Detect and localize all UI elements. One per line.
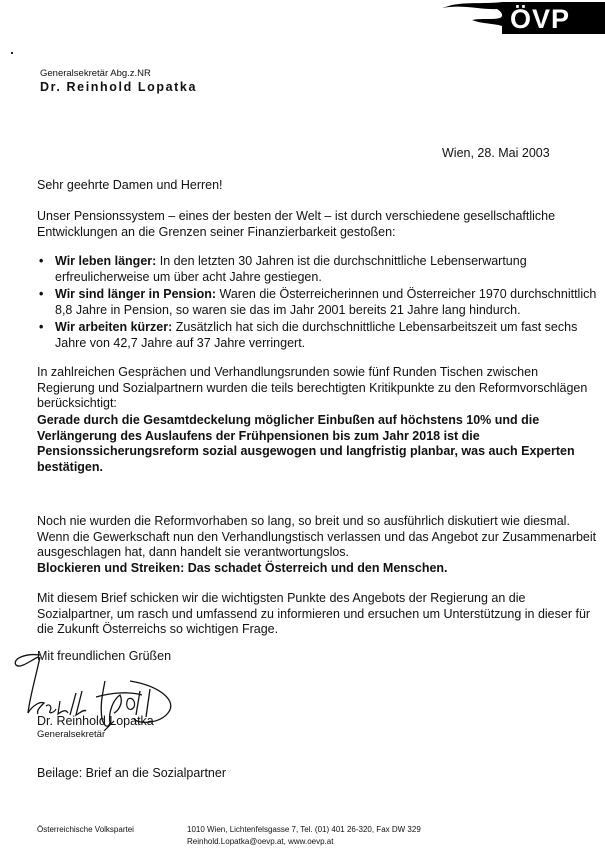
reform-summary-paragraph: Gerade durch die Gesamtdeckelung möglicher Einbußen auf höchstens 10% und die Verlängerung des Auslaufens der Frühpensionen bis zum Jahr 2018 ist die Pensionssicherungsreform sozial ausgewogen und langfristig planbar, was auch Experten bestätigen. <box>37 413 575 474</box>
footer-organization: Österreichische Volkspartei <box>37 825 134 834</box>
signer-role: Generalsekretär <box>37 729 106 740</box>
letter-date: Wien, 28. Mai 2003 <box>442 146 550 160</box>
signer-name: Dr. Reinhold Lopatka <box>37 714 154 728</box>
bullet-item <box>37 287 597 318</box>
bullet-text: In den letzten 30 Jahren ist die durchschnittliche Lebenserwartung erfreulicherweise um über acht Jahre gestiegen. <box>55 254 527 284</box>
sender-name: Dr. Reinhold Lopatka <box>40 80 198 94</box>
bullet-item <box>37 320 597 351</box>
bullet-item <box>37 254 597 285</box>
enclosure-note: Beilage: Brief an die Sozialpartner <box>37 766 227 780</box>
scan-artifact-dot <box>11 52 13 54</box>
bullet-heading: Wir arbeiten kürzer: <box>55 320 173 334</box>
request-paragraph: Mit diesem Brief schicken wir die wichtigsten Punkte des Angebots der Regierung an die Sozialpartner, um rasch und umfassend zu informieren und ersuchen um Unterstützung in dieser für die Zukunft Österreichs so wichtigen Frage. <box>37 591 591 636</box>
bullet-heading: Wir leben länger: <box>55 254 157 268</box>
closing: Mit freundlichen Grüßen <box>37 649 172 663</box>
bullet-icon: • <box>39 320 44 334</box>
bullet-heading: Wir sind länger in Pension: <box>55 287 217 301</box>
svg-text:ÖVP: ÖVP <box>510 4 571 34</box>
footer-contact <box>187 824 421 848</box>
salutation: Sehr geehrte Damen und Herren! <box>37 178 223 192</box>
bullet-icon: • <box>39 254 44 268</box>
union-paragraph-text: Noch nie wurden die Reformvorhaben so lang, so breit und so ausführlich diskutiert wie diesmal. Wenn die Gewerkschaft nun den Verhandlungstisch verlassen und das Angebot zur Zusammenarbeit ausgeschlagen hat, dann handelt sie verantwortungslos. <box>37 514 597 559</box>
footer-address: 1010 Wien, Lichtenfelsgasse 7, Tel. (01) 401 26-320, Fax DW 329 <box>187 825 421 834</box>
bullet-icon: • <box>39 287 44 301</box>
intro-paragraph: Unser Pensionssystem – eines der besten der Welt – ist durch verschiedene gesellschaftliche Entwicklungen an die Grenzen seiner Finanzierbarkeit gestoßen: <box>37 209 556 239</box>
union-paragraph-bold: Blockieren und Streiken: Das schadet Österreich und den Menschen. <box>37 560 448 575</box>
oevp-logo <box>442 0 605 34</box>
sender-title: Generalsekretär Abg.z.NR <box>40 68 151 79</box>
bullet-list <box>37 254 597 353</box>
bullet-text: Waren die Österreicherinnen und Österreicher 1970 durchschnittlich 8,8 Jahre in Pension, so waren sie das im Jahr 2001 bereits 21 Jahre lang hindurch. <box>55 287 597 317</box>
footer-email-web: Reinhold.Lopatka@oevp.at, www.oevp.at <box>187 837 334 846</box>
negotiations-paragraph: In zahlreichen Gesprächen und Verhandlungsrunden sowie fünf Runden Tischen zwischen Regierung und Sozialpartnern wurden die teils berechtigten Kritikpunkte zu den Reformvorschlägen berücksichtigt: <box>37 365 588 410</box>
union-paragraph <box>37 514 597 576</box>
bullet-text: Zusätzlich hat sich die durchschnittliche Lebensarbeitszeit um fast sechs Jahre von 42,7 Jahre auf 37 Jahre verringert. <box>55 320 578 350</box>
